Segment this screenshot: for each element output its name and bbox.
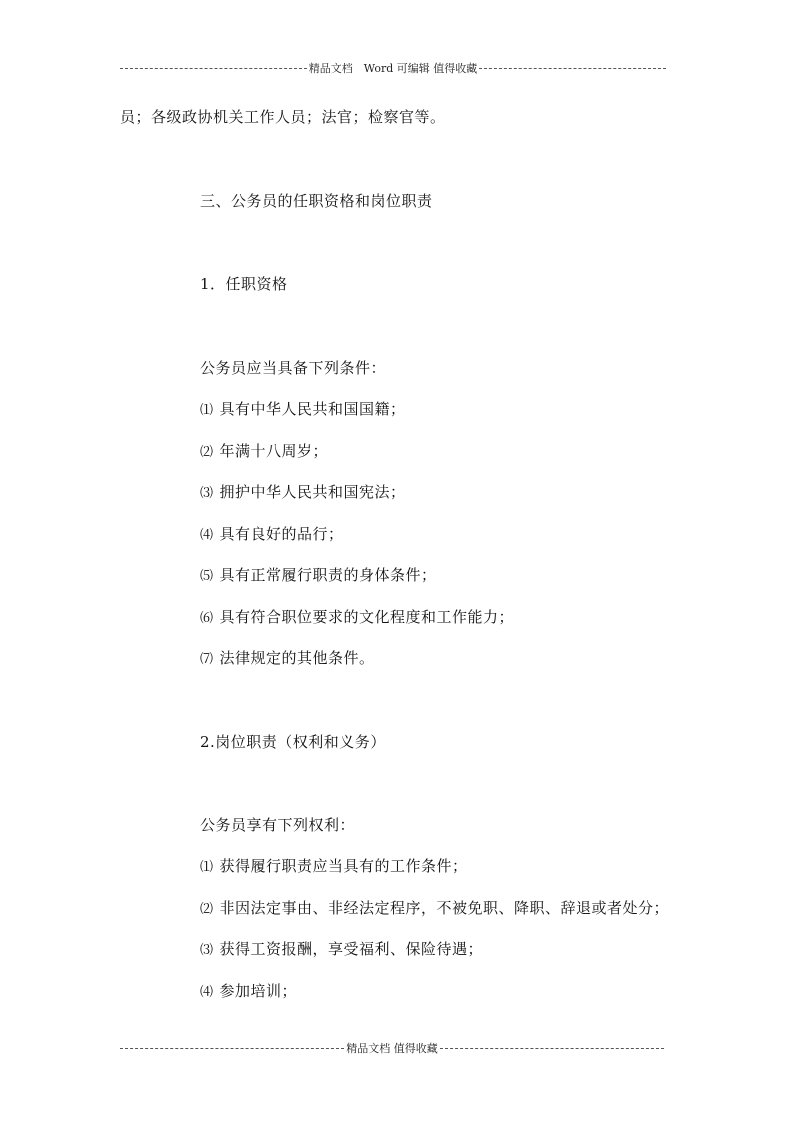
condition-text: 具有良好的品行；: [219, 525, 344, 543]
condition-text: 具有符合职位要求的文化程度和工作能力；: [219, 608, 515, 626]
condition-item: [200, 525, 344, 545]
subsection-title-qualifications: 1．任职资格: [200, 275, 288, 293]
condition-item: [200, 649, 375, 669]
condition-item: [200, 608, 514, 628]
condition-item: [200, 566, 437, 586]
page-header: [120, 60, 666, 76]
footer-dash-left: [120, 1048, 344, 1049]
right-item: [200, 899, 669, 919]
condition-number: ⑶: [200, 486, 214, 501]
section-title: 三、公务员的任职资格和岗位职责: [200, 192, 433, 210]
condition-text: 具有中华人民共和国国籍；: [219, 400, 406, 418]
right-item: [200, 857, 468, 877]
condition-number: ⑷: [200, 528, 214, 543]
header-dash-left: [120, 68, 307, 69]
right-text: 非因法定事由、非经法定程序，不被免职、降职、辞退或者处分；: [219, 899, 670, 917]
header-text: 精品文档 Word 可编辑 值得收藏: [308, 62, 478, 75]
condition-text: 拥护中华人民共和国宪法；: [219, 483, 406, 501]
condition-item: [200, 400, 406, 420]
condition-number: ⑴: [200, 403, 214, 418]
body-line-continuation: 员；各级政协机关工作人员；法官；检察官等。: [120, 108, 446, 126]
footer-dash-right: [440, 1048, 664, 1049]
rights-intro: 公务员享有下列权利：: [200, 816, 356, 834]
condition-item: [200, 442, 328, 462]
right-item: [200, 940, 483, 960]
condition-number: ⑹: [200, 611, 214, 626]
right-text: 获得工资报酬，享受福利、保险待遇；: [219, 940, 484, 958]
page-footer: [120, 1040, 664, 1056]
right-number: ⑶: [200, 943, 214, 958]
right-item: [200, 982, 297, 1002]
condition-text: 具有正常履行职责的身体条件；: [219, 566, 437, 584]
right-text: 参加培训；: [219, 982, 298, 1000]
right-number: ⑴: [200, 860, 214, 875]
right-number: ⑵: [200, 902, 214, 917]
footer-text: 精品文档 值得收藏: [346, 1042, 438, 1055]
condition-item: [200, 483, 406, 503]
subsection-title-duties: 2.岗位职责（权利和义务）: [200, 733, 386, 751]
condition-number: ⑺: [200, 652, 214, 667]
condition-text: 年满十八周岁；: [219, 442, 329, 460]
condition-text: 法律规定的其他条件。: [219, 649, 375, 667]
condition-number: ⑵: [200, 445, 214, 460]
right-number: ⑷: [200, 985, 214, 1000]
right-text: 获得履行职责应当具有的工作条件；: [219, 857, 468, 875]
condition-number: ⑸: [200, 569, 214, 584]
conditions-intro: 公务员应当具备下列条件：: [200, 359, 387, 377]
header-dash-right: [479, 68, 666, 69]
